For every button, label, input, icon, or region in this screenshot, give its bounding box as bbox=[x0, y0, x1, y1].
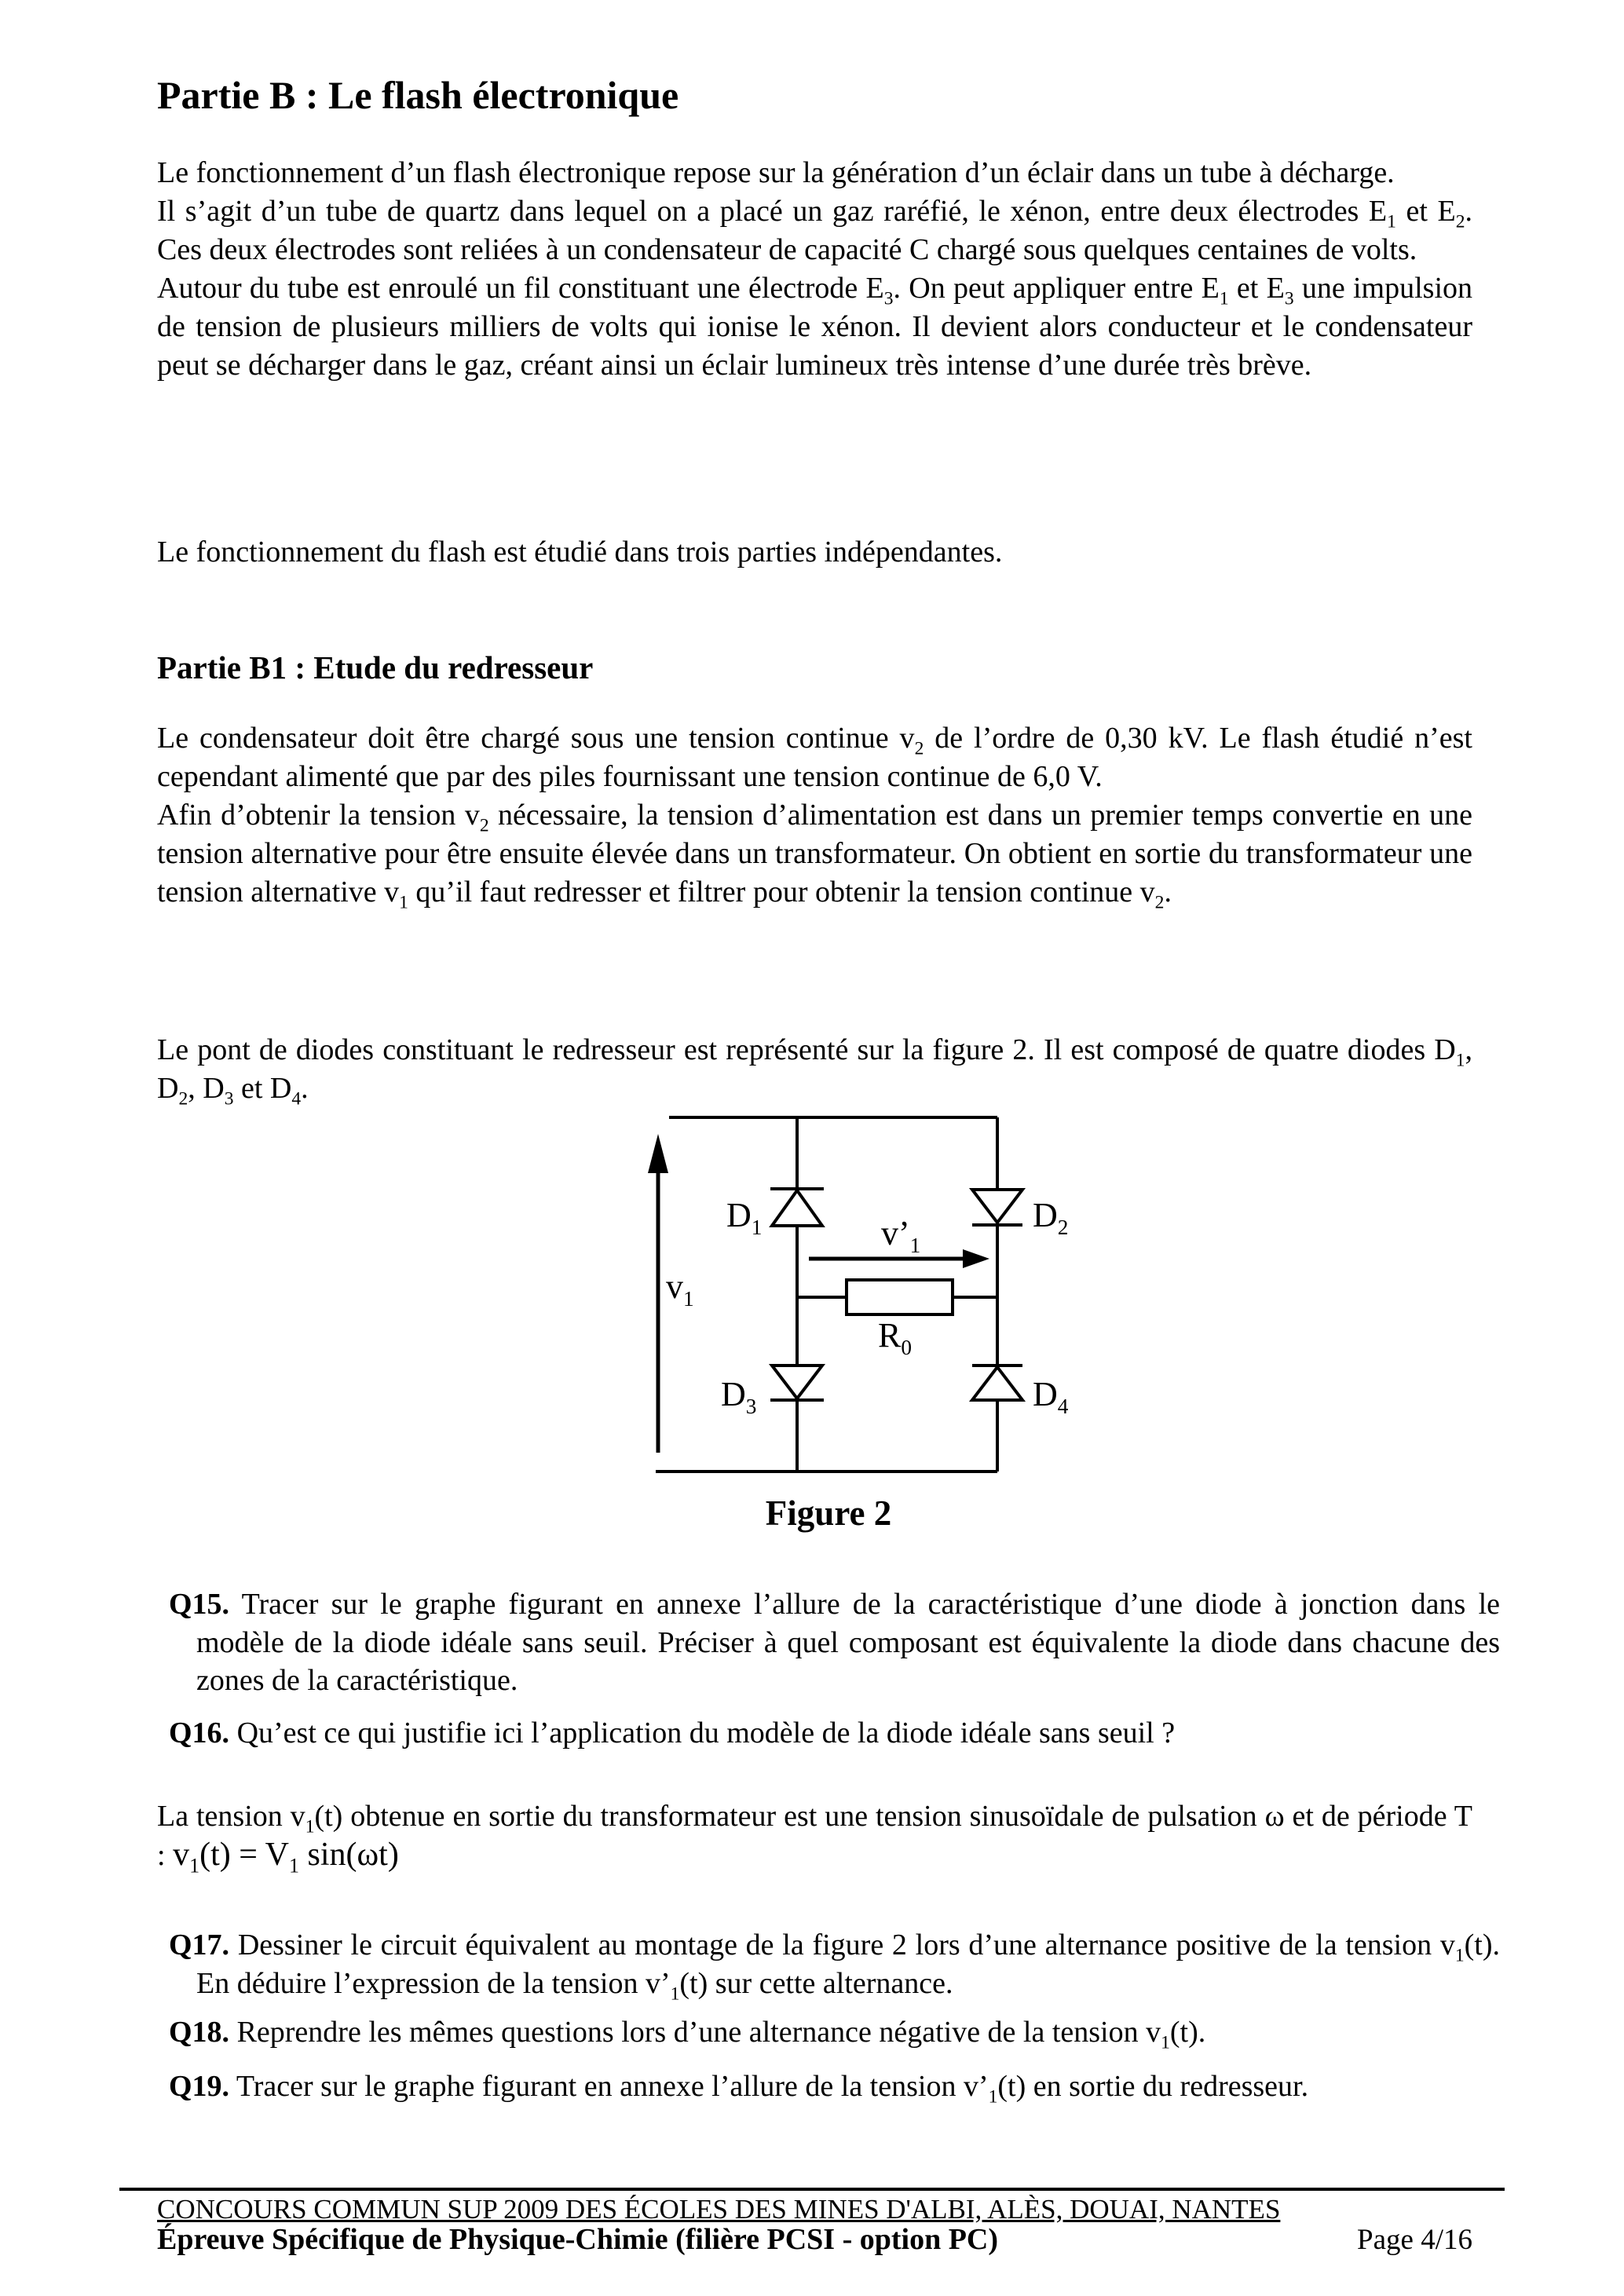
section-heading: Partie B1 : Etude du redresseur bbox=[157, 649, 594, 686]
label-d3: $D_3$ bbox=[721, 1375, 757, 1418]
intro-paragraphs bbox=[157, 154, 1472, 385]
question-text: Qu’est ce qui justifie ici l’application du modèle de la diode idéale sans seuil ? bbox=[236, 1717, 1176, 1749]
v1-arrow-head bbox=[648, 1134, 668, 1173]
question-text: Reprendre les mêmes questions lors d’une alternance négative de la tension $v_1(t)$. bbox=[236, 2016, 1206, 2053]
question-label: Q17. bbox=[169, 1929, 230, 1961]
question-label: Q19. bbox=[169, 2070, 230, 2103]
question-label: Q18. bbox=[169, 2016, 230, 2049]
footer-concours-line: CONCOURS COMMUN SUP 2009 DES ÉCOLES DES MINES D'ALBI, ALÈS, DOUAI, NANTES bbox=[157, 2194, 1281, 2225]
diode-d2 bbox=[972, 1190, 1022, 1223]
voltage-formula: $v_1(t) = V_1$ sin(ωt) bbox=[173, 1837, 399, 1877]
label-d2: $D_2$ bbox=[1033, 1196, 1069, 1239]
footer-epreuve-label: Épreuve Spécifique de Physique-Chimie (filière PCSI - option PC) bbox=[157, 2223, 999, 2256]
paragraph-condensateur: Le condensateur doit être chargé sous une tension continue $v_2$ de l’ordre de 0,30 kV. Le flash étudié n’est cependant alimenté que par des piles fournissant une tension continue de 6,0 V. bbox=[157, 722, 1472, 793]
diode-d4 bbox=[972, 1367, 1022, 1400]
diode-d3 bbox=[772, 1366, 822, 1398]
figure-caption: Figure 2 bbox=[765, 1493, 892, 1533]
footer-rule bbox=[119, 2188, 1505, 2191]
circuit-svg bbox=[644, 1115, 1037, 1484]
section-paragraphs bbox=[157, 719, 1472, 912]
question-q18 bbox=[169, 2013, 1500, 2052]
paragraph-intro-3: Autour du tube est enroulé un fil constituant une électrode $E_3$. On peut appliquer entre $E_1$ et $E_3$ une impulsion de tension de plusieurs milliers de volts qui ionise le xénon. Il devient alors conducteur et le condensateur peut se décharger dans le gaz, créant ainsi un éclair lumineux très intense d’une durée très brève. bbox=[157, 272, 1473, 382]
voltage-paragraph bbox=[157, 1797, 1472, 1875]
label-v1-out: $v’_1$ bbox=[881, 1214, 921, 1257]
question-q15 bbox=[169, 1585, 1500, 1700]
paragraph-afin-obtenir: Afin d’obtenir la tension $v_2$ nécessaire, la tension d’alimentation est dans un premier temps convertie en une tension alternative pour être ensuite élevée dans un transformateur. On obtient en sortie du transformateur une tension alternative $v_1$ qu’il faut redresser et filtrer pour obtenir la tension continue $v_2$. bbox=[157, 799, 1473, 913]
diode-d1 bbox=[772, 1190, 822, 1226]
question-label: Q15. bbox=[169, 1588, 230, 1621]
label-r0: $R_0$ bbox=[878, 1316, 912, 1359]
page-number: Page 4/16 bbox=[1357, 2224, 1472, 2256]
question-q19 bbox=[169, 2067, 1500, 2106]
label-d1: $D_1$ bbox=[726, 1196, 763, 1239]
question-text: Tracer sur le graphe figurant en annexe l’allure de la caractéristique d’une diode à jonction dans le modèle de la diode idéale sans seuil. Préciser à quel composant est équivalente la diode dans chacune des zones de la caractéristique. bbox=[196, 1588, 1500, 1697]
page-title: Partie B : Le flash électronique bbox=[157, 73, 679, 117]
footer-epreuve-row bbox=[157, 2222, 1472, 2257]
figure-intro-paragraph: Le pont de diodes constituant le redresseur est représenté sur la figure 2. Il est composé de quatre diodes $D_1$, $D_2$, $D_3$ et $D_4$. bbox=[157, 1033, 1472, 1110]
resistor-r0 bbox=[847, 1280, 953, 1314]
question-q16 bbox=[169, 1714, 1500, 1753]
voltage-text: La tension $v_1(t)$ obtenue en sortie du transformateur est une tension sinusoïdale de pulsation ω et de période T : bbox=[157, 1800, 1472, 1872]
paragraph-intro-1: Le fonctionnement d’un flash électronique repose sur la génération d’un éclair dans un tube à décharge. bbox=[157, 156, 1395, 189]
intro-note: Le fonctionnement du flash est étudié dans trois parties indépendantes. bbox=[157, 536, 1003, 569]
label-v1: $v_1$ bbox=[666, 1267, 694, 1311]
question-text: Dessiner le circuit équivalent au montage de la figure 2 lors d’une alternance positive de la tension $v_1(t)$. En déduire l’expression de la tension $v’_1(t)$ sur cette alternance. bbox=[196, 1929, 1501, 2005]
figure-circuit bbox=[644, 1115, 1037, 1484]
question-q17 bbox=[169, 1926, 1501, 2005]
question-text: Tracer sur le graphe figurant en annexe l’allure de la tension $v’_1(t)$ en sortie du redresseur. bbox=[236, 2070, 1309, 2108]
v1-out-arrow-head bbox=[963, 1249, 989, 1268]
question-label: Q16. bbox=[169, 1717, 230, 1749]
label-d4: $D_4$ bbox=[1033, 1375, 1069, 1418]
paragraph-intro-2: Il s’agit d’un tube de quartz dans lequel on a placé un gaz raréfié, le xénon, entre deux électrodes $E_1$ et $E_2$. Ces deux électrodes sont reliées à un condensateur de capacité C chargé sous quelques centaines de volts. bbox=[157, 195, 1472, 266]
